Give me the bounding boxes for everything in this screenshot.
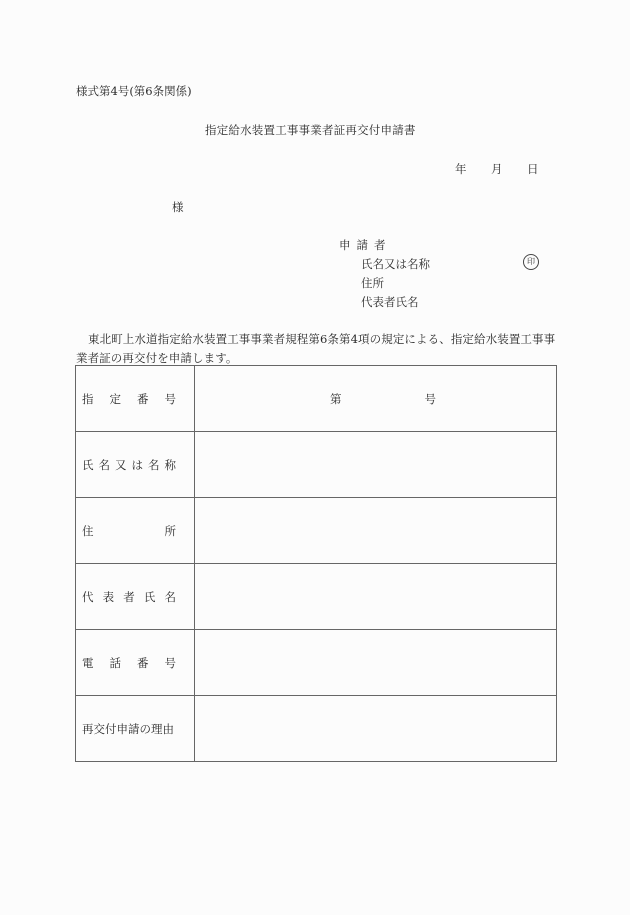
label-designation-number: 指 定 番 号 bbox=[76, 366, 195, 432]
label-phone: 電 話 番 号 bbox=[76, 630, 195, 696]
form-number: 様式第4号(第6条関係) bbox=[76, 84, 192, 98]
date-day-label: 日 bbox=[527, 162, 539, 176]
applicant-representative-label: 代表者氏名 bbox=[361, 295, 419, 309]
reissue-reason-field[interactable] bbox=[195, 696, 557, 762]
date-year-label: 年 bbox=[455, 162, 467, 176]
addressee-suffix: 様 bbox=[172, 200, 184, 214]
label-address: 住 所 bbox=[76, 498, 195, 564]
name-field[interactable] bbox=[195, 432, 557, 498]
applicant-address-label: 住所 bbox=[361, 276, 384, 290]
label-representative: 代 表 者 氏 名 bbox=[76, 564, 195, 630]
table-row-address bbox=[76, 498, 557, 564]
date-month-label: 月 bbox=[491, 162, 503, 176]
table-row-designation-number bbox=[76, 366, 557, 432]
seal-icon: 印 bbox=[523, 254, 539, 270]
label-reissue-reason: 再交付申請の理由 bbox=[76, 696, 195, 762]
designation-prefix: 第 bbox=[330, 391, 342, 406]
applicant-name-label: 氏名又は名称 bbox=[361, 257, 430, 271]
label-name: 氏 名 又 は 名 称 bbox=[76, 432, 195, 498]
phone-field[interactable] bbox=[195, 630, 557, 696]
representative-field[interactable] bbox=[195, 564, 557, 630]
date-field bbox=[455, 161, 539, 177]
designation-number-field[interactable] bbox=[195, 366, 557, 432]
table-row-representative bbox=[76, 564, 557, 630]
document-title: 指定給水装置工事事業者証再交付申請書 bbox=[205, 123, 416, 137]
application-table bbox=[75, 365, 557, 762]
applicant-heading: 申請者 bbox=[339, 238, 392, 252]
body-paragraph: 東北町上水道指定給水装置工事事業者規程第6条第4項の規定による、指定給水装置工事事業者証の再交付を申請します。 bbox=[76, 332, 556, 365]
designation-suffix: 号 bbox=[424, 391, 436, 406]
table-row-phone bbox=[76, 630, 557, 696]
address-field[interactable] bbox=[195, 498, 557, 564]
table-row-reason bbox=[76, 696, 557, 762]
table-row-name bbox=[76, 432, 557, 498]
